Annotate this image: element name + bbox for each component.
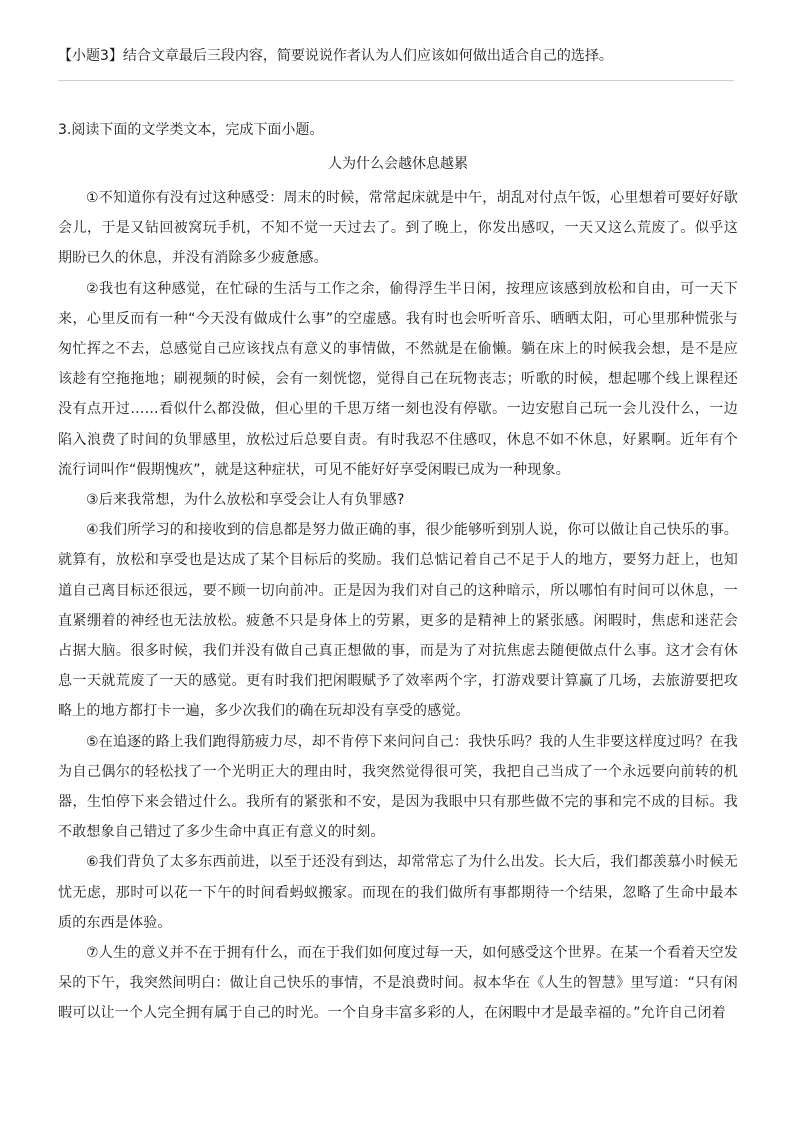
paragraph-7: ⑦人生的意义并不在于拥有什么，而在于我们如何度过每一天，如何感受这个世界。在某一个看着天空发呆的下午，我突然间明白：做让自己快乐的事情，不是浪费时间。叔本华在《人生的智慧》里写道：“只有闲暇可以让一个人完全拥有属于自己的时光。一个自身丰富多彩的人，在闲暇中才是最幸福的。”允许自己闭着 [58,945,738,1022]
divider-line [58,80,734,81]
paragraph-1: ①不知道你有没有过这种感受：周末的时候，常常起床就是中午，胡乱对付点午饭，心里想着可要好好歇会儿，于是又钻回被窝玩手机，不知不觉一天过去了。到了晚上，你发出感叹，一天又这么荒废了。似乎这期盼已久的休息，并没有消除多少疲惫感。 [58,190,738,267]
article-title: 人为什么会越休息越累 [328,156,468,172]
paragraph-2: ②我也有这种感觉，在忙碌的生活与工作之余，偷得浮生半日闲，按理应该感到放松和自由，可一天下来，心里反而有一种“今天没有做成什么事”的空虚感。我有时也会听听音乐、晒晒太阳，可心里那种慌张与匆忙挥之不去，总感觉自己应该找点有意义的事情做，不然就是在偷懒。躺在床上的时候我会想，是不是应该趁有空拖拖地；刷视频的时候，会有一刻恍惚，觉得自己在玩物丧志；听歌的时候，想起哪个线上课程还没有点开过……看似什么都没做，但心里的千思万绪一刻也没有停歇。一边安慰自己玩一会儿没什么，一边陷入浪费了时间的负罪感里，放松过后总要自责。有时我忍不住感叹，休息不如不休息，好累啊。近年有个流行词叫作“假期愧疚”，就是这种症状，可见不能好好享受闲暇已成为一种现象。 [58,280,738,478]
paragraph-3: ③后来我常想，为什么放松和享受会让人有负罪感? [86,492,405,509]
paragraph-5: ⑤在追逐的路上我们跑得筋疲力尽，却不肯停下来问问自己：我快乐吗？我的人生非要这样度过吗？在我为自己偶尔的轻松找了一个光明正大的理由时，我突然觉得很可笑，我把自己当成了一个永远要向前转的机器，生怕停下来会错过什么。我所有的紧张和不安，是因为我眼中只有那些做不完的事和完不成的目标。我不敢想象自己错过了多少生命中真正有意义的时刻。 [58,733,738,841]
question-prompt: 【小题3】结合文章最后三段内容，简要说说作者认为人们应该如何做出适合自己的选择。 [58,48,613,64]
paragraph-4: ④我们所学习的和接收到的信息都是努力做正确的事，很少能够听到别人说，你可以做让自己快乐的事。就算有，放松和享受也是达成了某个目标后的奖励。我们总惦记着自己不足于人的地方，要努力赶上，也知道自己离目标还很远，要不顾一切向前冲。正是因为我们对自己的这种暗示，所以哪怕有时间可以休息，一直紧绷着的神经也无法放松。疲惫不只是身体上的劳累，更多的是精神上的紧张感。闲暇时，焦虑和迷茫会占据大脑。很多时候，我们并没有做自己真正想做的事，而是为了对抗焦虑去随便做点什么事。这才会有休息一天就荒废了一天的感觉。更有时我们把闲暇赋予了效率两个字，打游戏要计算赢了几场，去旅游要把攻略上的地方都打卡一遍，多少次我们的确在玩却没有享受的感觉。 [58,522,738,720]
article-body [58,183,738,1029]
section-instruction: 3.阅读下面的文学类文本，完成下面小题。 [58,122,324,138]
paragraph-6: ⑥我们背负了太多东西前进，以至于还没有到达，却常常忘了为什么出发。长大后，我们都羡慕小时候无忧无虑，那时可以花一下午的时间看蚂蚁搬家。而现在的我们做所有事都期待一个结果，忽略了生命中最本质的东西是体验。 [58,854,738,931]
